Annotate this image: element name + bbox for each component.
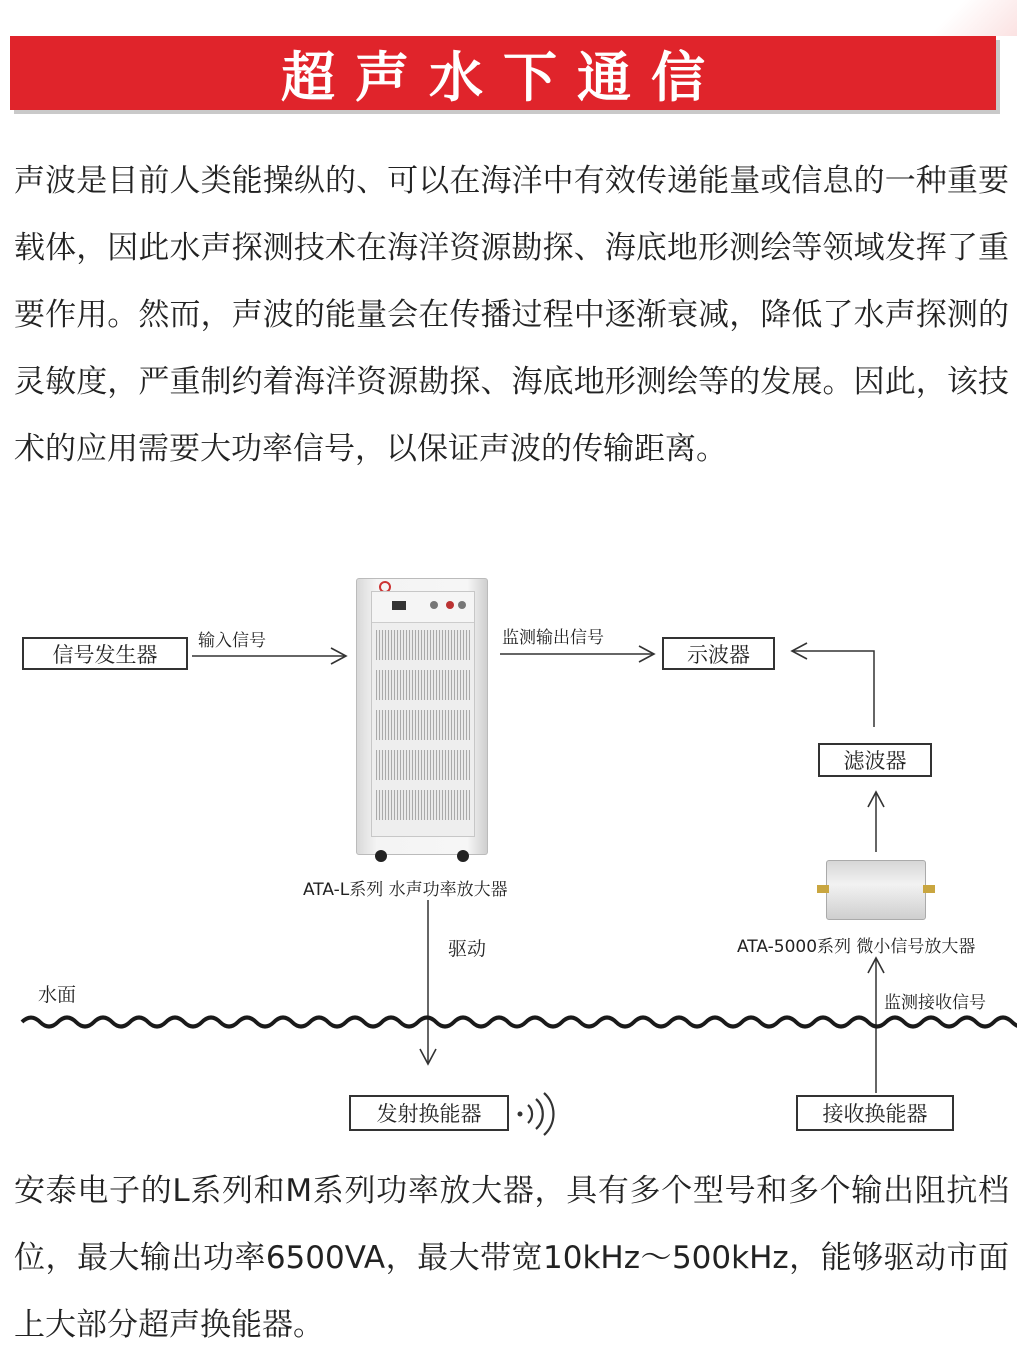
oscilloscope-box — [662, 637, 775, 670]
title-banner — [10, 36, 996, 110]
input-signal-label: 输入信号 — [198, 631, 266, 651]
receive-transducer-box — [796, 1095, 954, 1131]
arrow-filter-to-oscilloscope — [792, 651, 874, 727]
water-surface-label: 水面 — [38, 984, 77, 1006]
receive-transducer-label: 接收换能器 — [822, 1102, 928, 1126]
oscilloscope-label: 示波器 — [687, 642, 750, 667]
transmit-transducer-box — [349, 1095, 509, 1131]
page-title: 超声水下通信 — [281, 45, 725, 109]
drive-label: 驱动 — [448, 938, 487, 960]
filter-label: 滤波器 — [843, 749, 907, 773]
power-amplifier-caption: ATA-L系列 水声功率放大器 — [303, 880, 508, 900]
monitor-output-label: 监测输出信号 — [502, 628, 604, 648]
water-surface-wave — [22, 1018, 1017, 1027]
filter-box — [818, 743, 932, 777]
intro-paragraph: 声波是目前人类能操纵的、可以在海洋中有效传递能量或信息的一种重要载体，因此水声探测技术在海洋资源勘探、海底地形测绘等领域发挥了重要作用。然而，声波的能量会在传播过程中逐渐衰减，降低了水声探测的灵敏度，严重制约着海洋资源勘探、海底地形测绘等的发展。因此，该技术的应用需要大功率信号，以保证声波的传输距离。 — [14, 163, 1009, 467]
small-signal-amplifier-module — [826, 860, 926, 920]
transmit-transducer-label: 发射换能器 — [376, 1102, 482, 1126]
monitor-receive-label: 监测接收信号 — [884, 993, 986, 1013]
small-amplifier-caption: ATA-5000系列 微小信号放大器 — [737, 937, 976, 957]
signal-generator-label: 信号发生器 — [52, 642, 158, 667]
power-amplifier-cabinet — [356, 578, 488, 855]
signal-generator-box — [22, 637, 188, 670]
corner-decoration — [927, 0, 1017, 36]
conclusion-paragraph: 安泰电子的L系列和M系列功率放大器，具有多个型号和多个输出阻抗档位，最大输出功率6500VA，最大带宽10kHz～500kHz，能够驱动市面上大部分超声换能器。 — [14, 1173, 1009, 1343]
system-diagram — [0, 560, 1017, 1150]
signal-wave-icon — [518, 1093, 554, 1135]
